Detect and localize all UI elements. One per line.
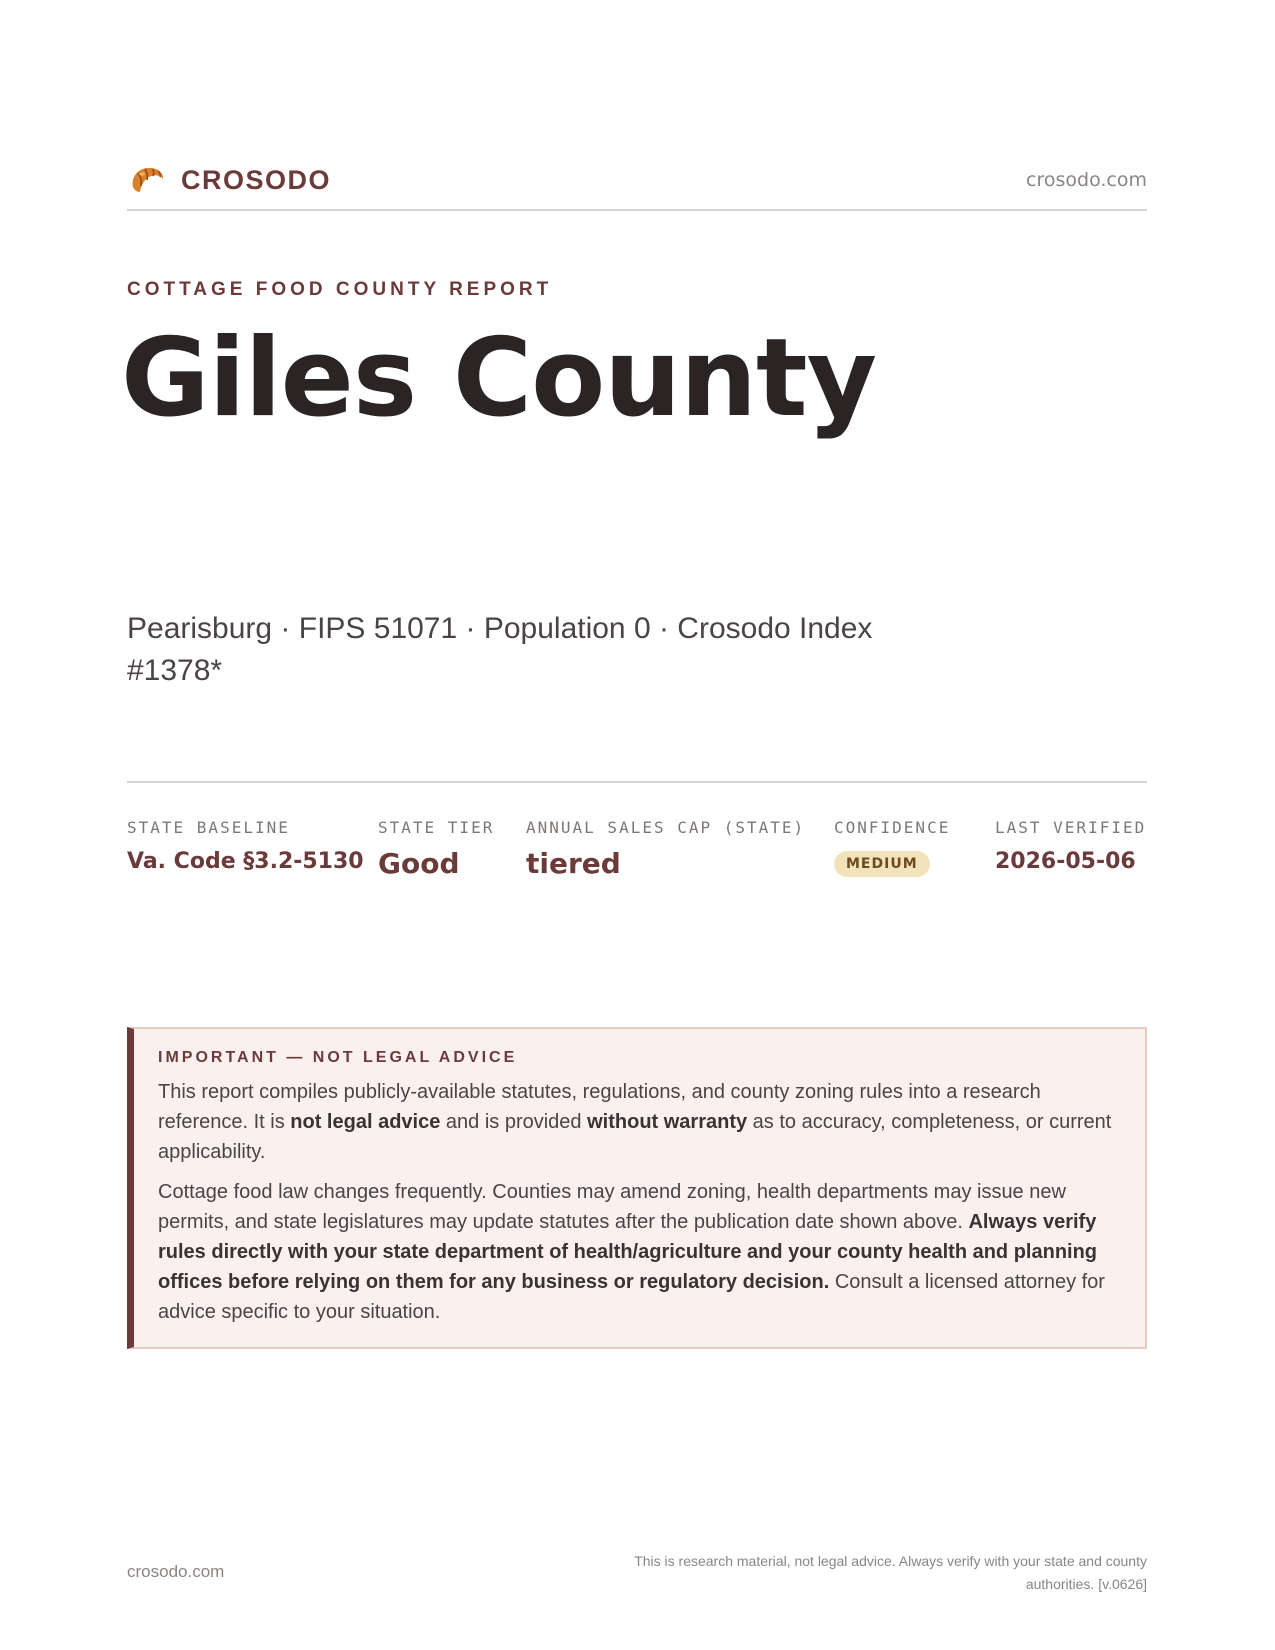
stat-label: ANNUAL SALES CAP (STATE) [526,818,806,837]
stat-label: CONFIDENCE [834,818,951,837]
section-divider [127,781,1147,783]
stat-value: Va. Code §3.2-5130 [127,849,364,874]
report-subtitle: Pearisburg · FIPS 51071 · Population 0 · Crosodo Index #1378* [127,612,873,687]
report-eyebrow: COTTAGE FOOD COUNTY REPORT [127,279,553,300]
stat-value: tiered [526,847,621,880]
disclaimer-heading: IMPORTANT — NOT LEGAL ADVICE [158,1049,518,1066]
text-run: Consult a licensed attorney for advice specific to your situation. [158,1271,1105,1323]
confidence-badge: MEDIUM [834,851,930,877]
footer-disclaimer: This is research material, not legal advice. Always verify with your state and county authorities. [v.0626] [634,1553,1147,1592]
text-run: Cottage food law changes frequently. Counties may amend zoning, health departments may issue new permits, and state legislatures may update statutes after the publication date shown above. [158,1181,1066,1233]
brand [127,160,331,200]
emphasis: without warranty [587,1111,748,1133]
stat-value: 2026-05-06 [995,849,1136,874]
stat-label: STATE TIER [378,818,495,837]
disclaimer-paragraph [158,1077,1121,1167]
stat-confidence [834,818,950,877]
legal-disclaimer [127,1027,1147,1349]
stat-state-baseline [127,818,364,874]
footer-site-url[interactable]: crosodo.com [127,1562,225,1581]
emphasis: not legal advice [290,1111,441,1133]
stat-label: LAST VERIFIED [995,818,1147,837]
stat-annual-sales-cap [526,818,805,880]
text-run: This report compiles publicly-available statutes, regulations, and county zoning rules into a research reference. It is [158,1081,1041,1133]
disclaimer-paragraph [158,1177,1121,1327]
stat-last-verified [995,818,1146,874]
stat-label: STATE BASELINE [127,818,290,837]
header-divider [127,209,1147,211]
emphasis: Always verify rules directly with your state department of health/agriculture and your county health and planning offices before relying on them for any business or regulatory decision. [158,1211,1098,1293]
stat-state-tier [378,818,494,880]
croissant-icon [127,160,167,200]
page-title: Giles County [121,316,877,441]
text-run: as to accuracy, completeness, or current applicability. [158,1111,1112,1163]
site-url[interactable]: crosodo.com [1026,169,1147,191]
stat-value: Good [378,847,460,880]
brand-name: CROSODO [181,164,332,195]
page-header [127,158,1147,202]
text-run: and is provided [440,1111,588,1133]
